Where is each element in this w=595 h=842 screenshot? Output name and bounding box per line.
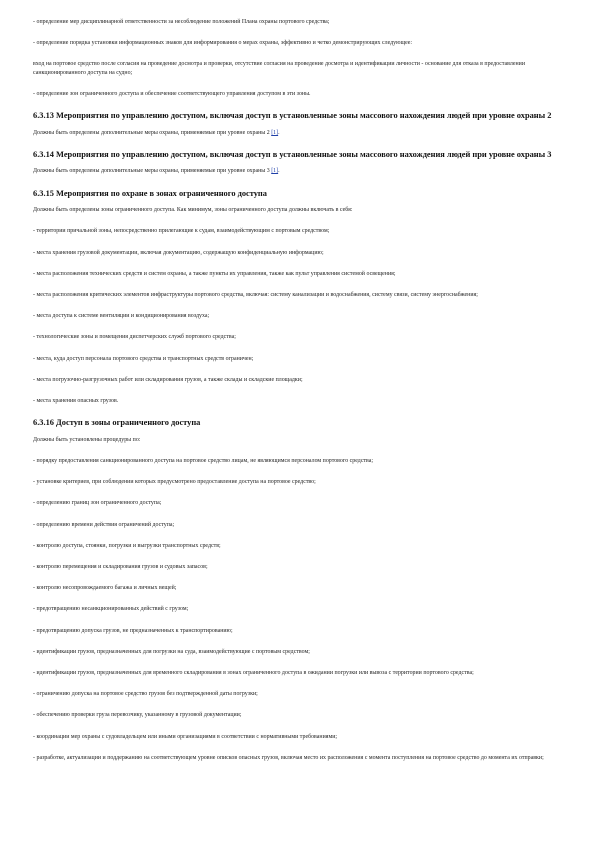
paragraph-text: - обеспечению проверки груза перевозчику, указанному в грузовой документации; <box>33 712 242 719</box>
paragraph-text: - места расположения критических элементов инфраструктуры портового средства, включая: систему канализации и водоснабжения, систему связи, систему энергоснабжения; <box>33 292 478 299</box>
section-heading <box>33 150 563 161</box>
heading-text: 6.3.14 Мероприятия по управлению доступом, включая доступ в установленные зоны массового нахождения людей при уровне охраны 3 <box>33 149 552 159</box>
heading-text: 6.3.13 Мероприятия по управлению доступом, включая доступ в установленные зоны массового нахождения людей при уровне охраны 2 <box>33 111 552 121</box>
paragraph-text: - определение мер дисциплинарной ответственности за несоблюдение положений Плана охраны портового средства; <box>33 19 330 25</box>
paragraph <box>33 605 563 613</box>
paragraph <box>33 270 563 278</box>
paragraph-text: Должны быть определены дополнительные меры охраны, применяемые при уровне охраны 3 <box>33 168 270 175</box>
paragraph <box>33 478 563 486</box>
paragraph <box>33 206 563 214</box>
paragraph <box>33 18 563 26</box>
paragraph <box>33 542 563 550</box>
paragraph-text: - идентификации грузов, предназначенных для временного складирования в зонах ограниченного доступа в ожидании погрузки или вывоза с территории портового средства; <box>33 670 474 677</box>
paragraph-text: - места хранения грузовой документации, включая документацию, содержащую конфиденциальную информацию; <box>33 249 324 256</box>
paragraph-text: - места погрузочно-разгрузочных работ или складирования грузов, а также склады и складские площадки; <box>33 376 303 383</box>
paragraph <box>33 39 563 47</box>
paragraph <box>33 627 563 635</box>
paragraph-text: - контролю перемещения и складирования грузов и судовых запасов; <box>33 564 208 571</box>
paragraph-text: - места расположения технических средств и систем охраны, а также пункты их управления, также как пульт управления системой освещения; <box>33 270 396 277</box>
heading-text: 6.3.15 Мероприятия по охране в зонах ограниченного доступа <box>33 188 267 198</box>
paragraph <box>33 690 563 698</box>
paragraph <box>33 129 563 137</box>
paragraph-text: Должны быть определены зоны ограниченного доступа. Как минимум, зоны ограниченного доступа должны включать в себя: <box>33 207 353 214</box>
paragraph-text: - определение порядка установки информационных знаков для информирования о мерах охраны, эффективно и четко демонстрирующих следующее: <box>33 40 413 47</box>
document-page <box>33 18 563 775</box>
paragraph-text: - определению границ зон ограниченного доступа; <box>33 500 162 507</box>
heading-text: 6.3.16 Доступ в зоны ограниченного доступа <box>33 418 201 428</box>
paragraph-text: - определению времени действия ограничений доступа; <box>33 521 175 528</box>
paragraph-text: - установке критериев, при соблюдении которых предусмотрено предоставление доступа на портовое средство; <box>33 479 316 486</box>
paragraph-text: - контролю несопровождаемого багажа и личных вещей; <box>33 585 177 592</box>
paragraph <box>33 521 563 529</box>
paragraph <box>33 60 563 76</box>
paragraph-text: Должны быть установлены процедуры по: <box>33 436 141 443</box>
paragraph-text: - места, куда доступ персонала портового средства и транспортных средств ограничен; <box>33 355 254 362</box>
paragraph-tail: . <box>278 168 280 175</box>
paragraph <box>33 711 563 719</box>
paragraph <box>33 648 563 656</box>
reference-link[interactable]: [1] <box>271 168 279 175</box>
paragraph-text: - координации мер охраны с судовладельцем или иными организациями в соответствии с нормативными требованиями; <box>33 733 338 740</box>
paragraph <box>33 291 563 299</box>
paragraph <box>33 355 563 363</box>
paragraph <box>33 584 563 592</box>
paragraph <box>33 669 563 677</box>
section-heading <box>33 189 563 200</box>
paragraph <box>33 733 563 741</box>
paragraph-text: - ограничению допуска на портовое средство грузов без подтвержденной даты погрузки; <box>33 691 258 698</box>
paragraph-text: вход на портовое средство после согласия на проведение досмотра и проверки, отсутствие согласия на проведение досмотра и идентификации личности - основание для отказа в предоставлении санкционированного доступа на судно; <box>33 61 526 76</box>
paragraph <box>33 499 563 507</box>
paragraph-text: - порядку предоставления санкционированного доступа на портовое средство лицам, не являющимся персоналом портового средства; <box>33 458 374 465</box>
paragraph <box>33 167 563 175</box>
paragraph <box>33 563 563 571</box>
paragraph <box>33 312 563 320</box>
paragraph <box>33 397 563 405</box>
paragraph-tail: . <box>278 129 280 136</box>
paragraph <box>33 90 563 98</box>
paragraph-text: - места доступа к системе вентиляции и кондиционирования воздуха; <box>33 313 210 320</box>
reference-link[interactable]: [1] <box>271 129 279 136</box>
paragraph <box>33 333 563 341</box>
paragraph <box>33 457 563 465</box>
paragraph <box>33 227 563 235</box>
paragraph-text: - места хранения опасных грузов. <box>33 398 119 405</box>
paragraph-text: - идентификации грузов, предназначенных для погрузки на суда, взаимодействующие с портовым средством; <box>33 648 310 655</box>
paragraph-text: - контролю доступа, стоянки, погрузки и выгрузки транспортных средств; <box>33 542 221 549</box>
section-heading <box>33 418 563 429</box>
paragraph-text: - предотвращению допуска грузов, не предназначенных к транспортированию; <box>33 627 233 634</box>
paragraph <box>33 754 563 762</box>
paragraph <box>33 249 563 257</box>
paragraph-text: - технологические зоны и помещения диспетчерских служб портового средства; <box>33 334 236 341</box>
section-heading <box>33 111 563 122</box>
paragraph <box>33 436 563 444</box>
paragraph <box>33 376 563 384</box>
paragraph-text: - территории причальной зоны, непосредственно прилегающие к судам, взаимодействующим с портовым средством; <box>33 228 330 235</box>
paragraph-text: - разработке, актуализации и поддержанию на соответствующем уровне описков опасных грузов, включая место их расположения с момента поступления на портовое средство до момента их отправки; <box>33 754 544 761</box>
paragraph-text: Должны быть определены дополнительные меры охраны, применяемые при уровне охраны 2 <box>33 129 270 136</box>
paragraph-text: - определение зон ограниченного доступа и обеспечение соответствующего управления доступом в эти зоны. <box>33 90 311 97</box>
paragraph-text: - предотвращению несанкционированных действий с грузом; <box>33 606 189 613</box>
